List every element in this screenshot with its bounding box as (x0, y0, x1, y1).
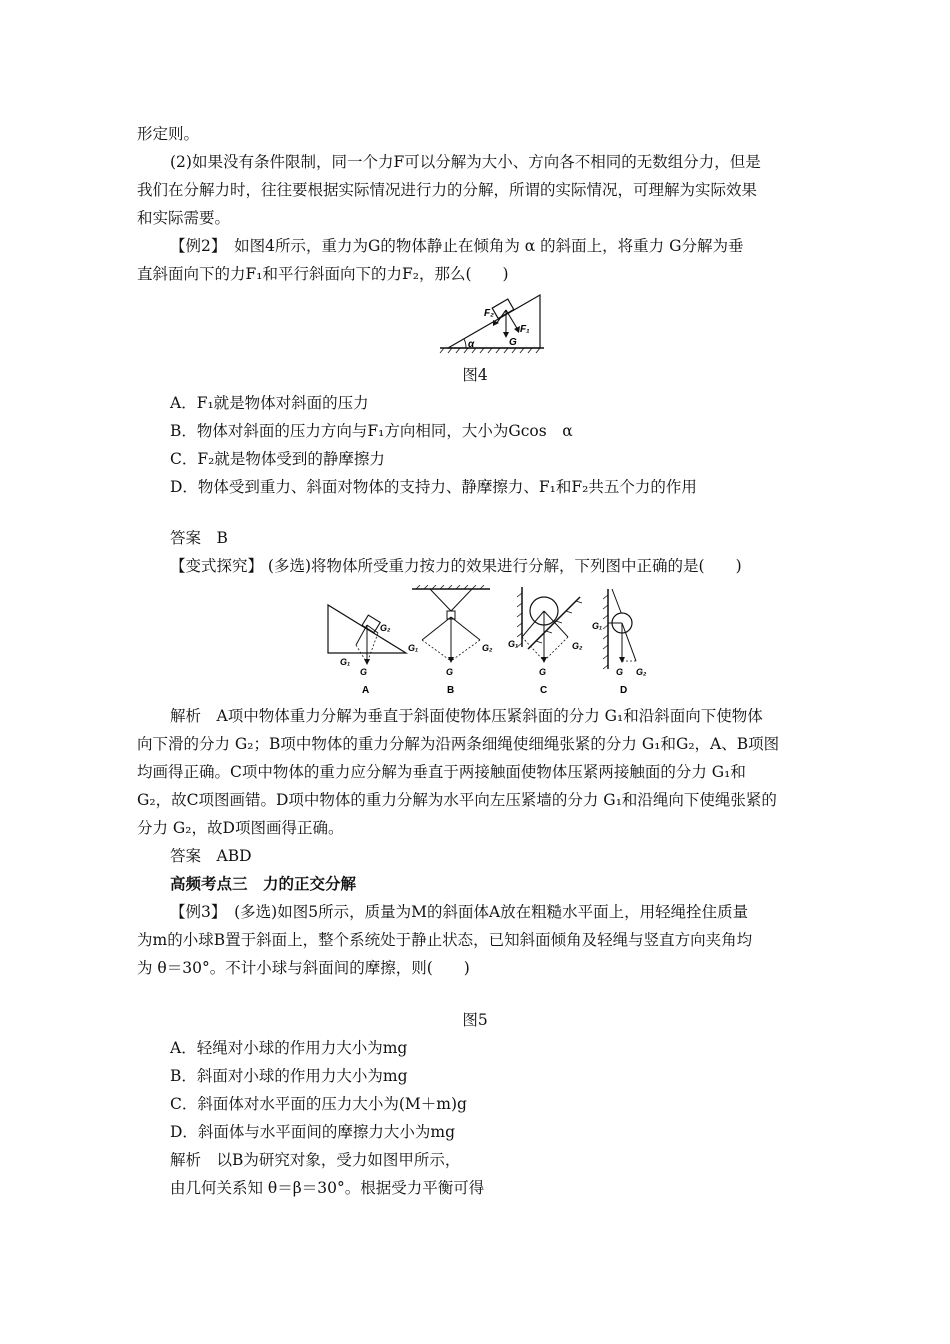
svg-text:G₂: G₂ (572, 641, 583, 651)
paragraph-line: 形定则。 (137, 125, 200, 143)
answer: 答案 B (170, 529, 228, 547)
analysis-line: 解析 以B为研究对象，受力如图甲所示， (170, 1151, 461, 1169)
example-2-question: 【例2】 如图4所示，重力为G的物体静止在倾角为 α 的斜面上，将重力 G分解为垂 (170, 237, 744, 255)
label-F2: F₂ (484, 308, 494, 319)
svg-text:G₁: G₁ (408, 643, 419, 653)
svg-text:G₂: G₂ (380, 623, 391, 633)
option-c: C．F₂就是物体受到的静摩擦力 (170, 450, 385, 468)
svg-text:G: G (539, 667, 547, 677)
option-b: B．物体对斜面的压力方向与F₁方向相同，大小为Gcos α (170, 422, 573, 440)
label-G: G (509, 337, 517, 348)
analysis-line: 均画得正确。C项中物体的重力应分解为垂直于两接触面使物体压紧两接触面的分力 G₁和 (137, 763, 746, 781)
option-d: D．斜面体与水平面间的摩擦力大小为mg (170, 1123, 456, 1141)
svg-text:G: G (616, 667, 624, 677)
figure-4-caption: 图4 (462, 366, 488, 384)
analysis-line: 解析 A项中物体重力分解为垂直于斜面使物体压紧斜面的分力 G₁和沿斜面向下使物体 (170, 707, 763, 725)
analysis-line: 由几何关系知 θ＝β＝30°。根据受力平衡可得 (170, 1179, 485, 1197)
answer: 答案 ABD (170, 847, 252, 865)
figure-a (328, 605, 406, 696)
example-2-question: 直斜面向下的力F₁和平行斜面向下的力F₂，那么( ) (137, 265, 509, 283)
analysis-line: 向下滑的分力 G₂；B项中物体的重力分解为沿两条细绳使细绳张紧的分力 G₁和G₂，A、B项图 (137, 735, 780, 753)
figure-c-label: C (540, 685, 548, 696)
svg-text:G₂: G₂ (482, 643, 493, 653)
svg-text:G₁: G₁ (508, 639, 519, 649)
option-a: A．轻绳对小球的作用力大小为mg (170, 1039, 408, 1057)
analysis-line: 分力 G₂，故D项图画得正确。 (137, 819, 344, 837)
figure-c (508, 587, 583, 696)
option-b: B．斜面对小球的作用力大小为mg (170, 1067, 408, 1085)
svg-text:G₁: G₁ (340, 657, 351, 667)
paragraph-line: 我们在分解力时，往往要根据实际情况进行力的分解，所谓的实际情况，可理解为实际效果 (137, 181, 758, 199)
figure-4-incline-diagram (436, 290, 548, 354)
option-c: C．斜面体对水平面的压力大小为(M＋m)g (170, 1095, 467, 1113)
variant-figures-abcd (322, 585, 662, 700)
figure-d-label: D (620, 685, 628, 696)
svg-text:G₁: G₁ (592, 621, 603, 631)
option-d: D．物体受到重力、斜面对物体的支持力、静摩擦力、F₁和F₂共五个力的作用 (170, 478, 697, 496)
paragraph-line: (2)如果没有条件限制，同一个力F可以分解为大小、方向各不相同的无数组分力，但是 (170, 153, 761, 171)
variant-question: 【变式探究】 (多选)将物体所受重力按力的效果进行分解，下列图中正确的是( ) (170, 557, 742, 575)
label-F1: F₁ (520, 324, 530, 335)
figure-a-label: A (362, 685, 370, 696)
example-3-question: 【例3】 (多选)如图5所示，质量为M的斜面体A放在粗糙水平面上，用轻绳拴住质量 (170, 903, 749, 921)
example-3-question: 为 θ＝30°。不计小球与斜面间的摩擦，则( ) (137, 959, 470, 977)
label-alpha: α (468, 339, 475, 350)
option-a: A．F₁就是物体对斜面的压力 (170, 394, 369, 412)
analysis-line: G₂，故C项图画错。D项中物体的重力分解为水平向左压紧墙的分力 G₁和沿绳向下使绳张紧的 (137, 791, 777, 809)
figure-b-label: B (447, 685, 455, 696)
svg-text:G: G (360, 667, 368, 677)
paragraph-line: 和实际需要。 (137, 209, 231, 227)
figure-b (408, 585, 493, 696)
figure-5-caption: 图5 (462, 1011, 488, 1029)
svg-text:G: G (446, 667, 454, 677)
svg-text:G₂: G₂ (636, 667, 647, 677)
section-heading: 高频考点三 力的正交分解 (170, 875, 357, 893)
figure-d (592, 589, 647, 696)
example-3-question: 为m的小球B置于斜面上，整个系统处于静止状态，已知斜面倾角及轻绳与竖直方向夹角均 (137, 931, 753, 949)
